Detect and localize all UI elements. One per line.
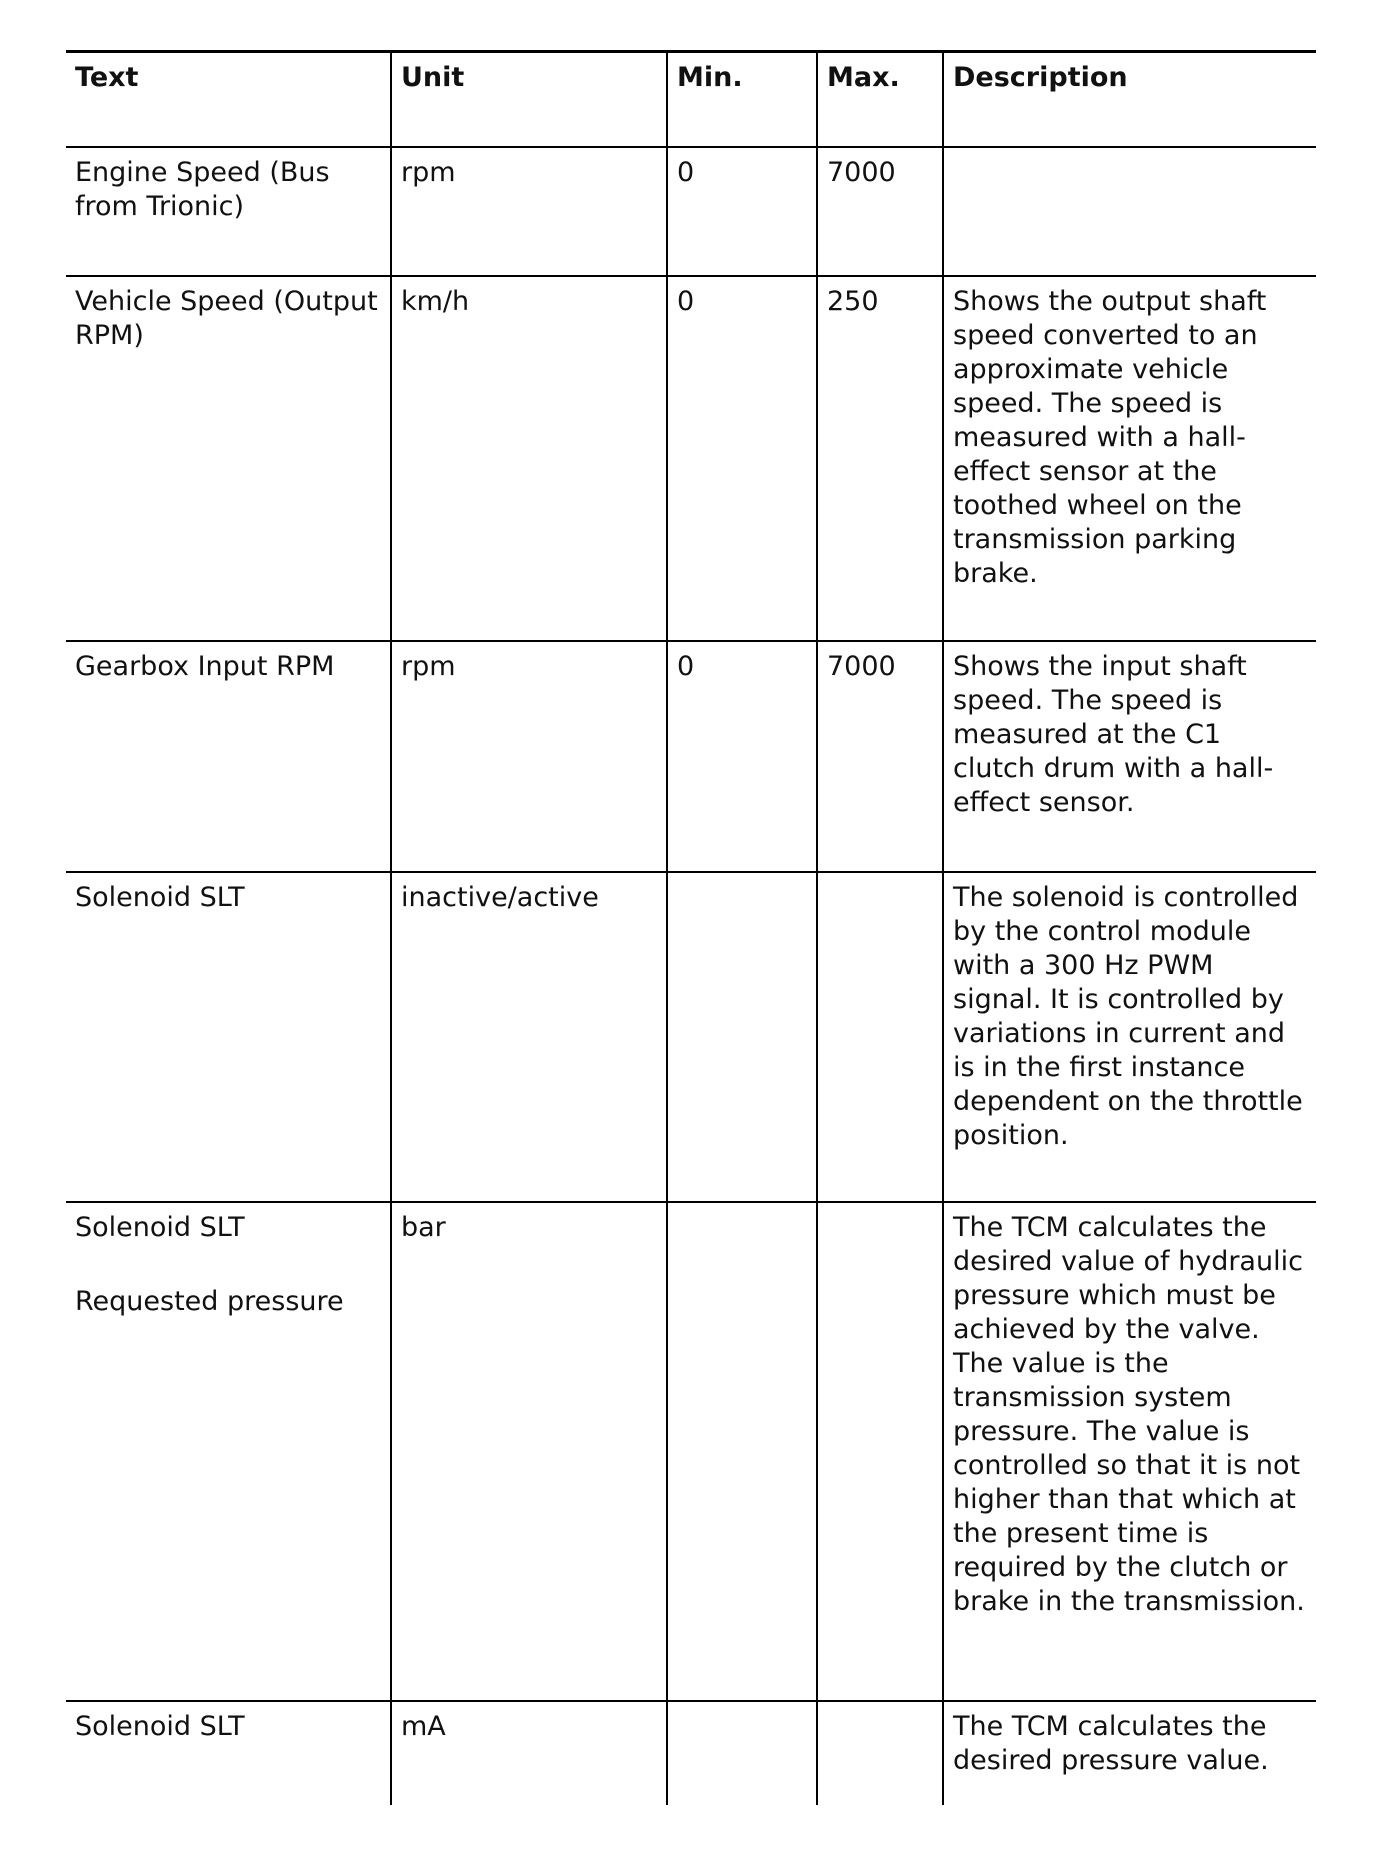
header-row [66, 52, 1316, 148]
cell-description: The TCM calculates the desired value of hydraulic pressure which must be achieved by the valve. The value is the transmission system pressure. The value is controlled so that it is not higher than that which at the present time is required by the clutch or brake in the transmission. [943, 1202, 1316, 1701]
header-max: Max. [817, 52, 943, 148]
header-min: Min. [667, 52, 817, 148]
table-row [66, 641, 1316, 872]
header-unit: Unit [391, 52, 667, 148]
cell-unit: km/h [391, 276, 667, 641]
table-row [66, 872, 1316, 1202]
cell-text: Gearbox Input RPM [66, 641, 391, 872]
table-body [66, 147, 1316, 1805]
cell-max: 250 [817, 276, 943, 641]
cell-text: Solenoid SLT [66, 872, 391, 1202]
cell-unit: bar [391, 1202, 667, 1701]
cell-min [667, 1701, 817, 1805]
table-header [66, 52, 1316, 148]
header-description: Description [943, 52, 1316, 148]
cell-text: Engine Speed (Bus from Trionic) [66, 147, 391, 276]
cell-text [66, 1202, 391, 1701]
cell-description: Shows the input shaft speed. The speed is measured at the C1 clutch drum with a hall-effect sensor. [943, 641, 1316, 872]
cell-max: 7000 [817, 147, 943, 276]
cell-text-gap [75, 1245, 382, 1285]
cell-description: The solenoid is controlled by the control module with a 300 Hz PWM signal. It is controlled by variations in current and is in the first instance dependent on the throttle position. [943, 872, 1316, 1202]
table-row [66, 276, 1316, 641]
cell-min [667, 872, 817, 1202]
cell-text: Solenoid SLT [66, 1701, 391, 1805]
cell-description: The TCM calculates the desired pressure value. [943, 1701, 1316, 1805]
cell-max [817, 872, 943, 1202]
cell-min: 0 [667, 276, 817, 641]
cell-min: 0 [667, 147, 817, 276]
cell-min [667, 1202, 817, 1701]
cell-max: 7000 [817, 641, 943, 872]
cell-text: Vehicle Speed (Output RPM) [66, 276, 391, 641]
parameter-table [66, 50, 1316, 1805]
cell-description: Shows the output shaft speed converted to an approximate vehicle speed. The speed is measured with a hall-effect sensor at the toothed wheel on the transmission parking brake. [943, 276, 1316, 641]
table-row [66, 147, 1316, 276]
cell-text-line-1: Solenoid SLT [75, 1212, 245, 1243]
cell-max [817, 1202, 943, 1701]
table-row [66, 1202, 1316, 1701]
table-row [66, 1701, 1316, 1805]
cell-unit: rpm [391, 641, 667, 872]
cell-unit: inactive/active [391, 872, 667, 1202]
cell-unit: mA [391, 1701, 667, 1805]
cell-description [943, 147, 1316, 276]
cell-text-line-2: Requested pressure [75, 1286, 344, 1317]
cell-max [817, 1701, 943, 1805]
cell-min: 0 [667, 641, 817, 872]
header-text: Text [66, 52, 391, 148]
cell-unit: rpm [391, 147, 667, 276]
